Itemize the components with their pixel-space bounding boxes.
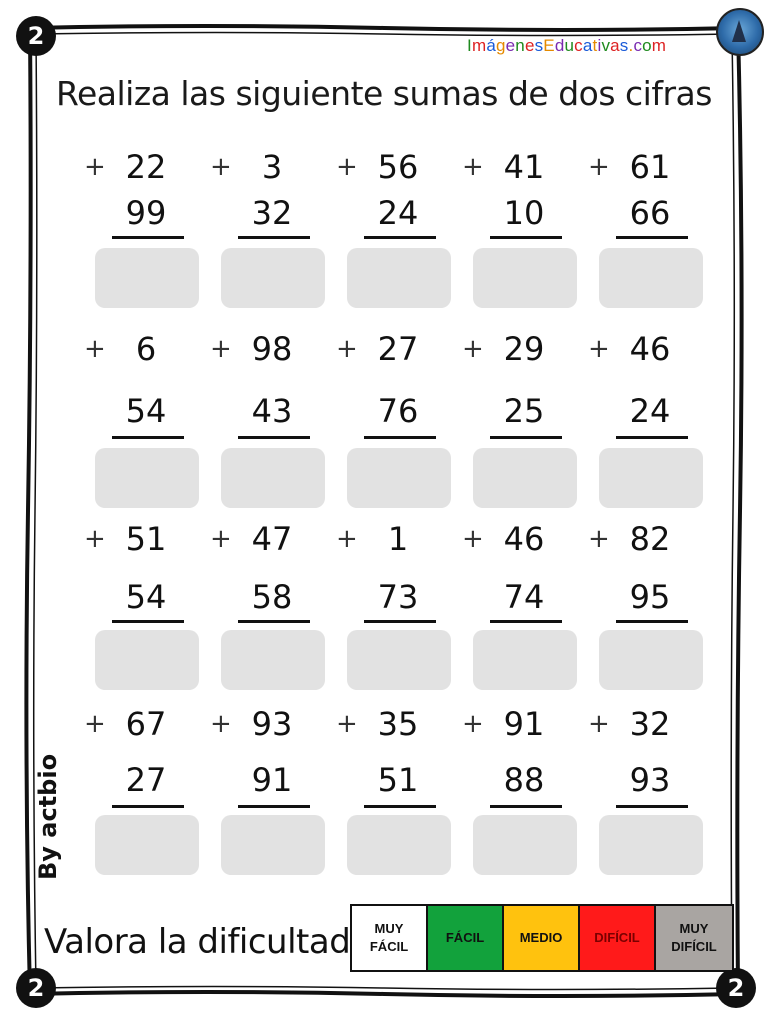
addition-problem xyxy=(84,330,216,500)
addend-top: 35 xyxy=(377,705,419,743)
plus-sign: + xyxy=(210,152,232,182)
answer-box[interactable] xyxy=(599,248,703,308)
answer-box[interactable] xyxy=(221,630,325,690)
brand-letter: s xyxy=(619,36,629,55)
brand-letter: n xyxy=(515,36,525,55)
sum-line xyxy=(112,436,184,439)
plus-sign: + xyxy=(84,152,106,182)
addition-problem xyxy=(588,520,720,690)
site-brand-logo xyxy=(467,36,666,56)
addition-problem xyxy=(588,705,720,875)
difficulty-option[interactable]: MUY FÁCIL xyxy=(352,906,428,970)
brand-letter: m xyxy=(651,36,667,55)
author-byline: By actbio xyxy=(34,753,62,880)
sum-line xyxy=(238,436,310,439)
sum-line xyxy=(112,805,184,808)
brand-letter: a xyxy=(610,36,620,55)
addend-top: 3 xyxy=(261,148,283,186)
addend-bottom: 66 xyxy=(629,194,671,232)
plus-sign: + xyxy=(462,152,484,182)
plus-sign: + xyxy=(588,152,610,182)
plus-sign: + xyxy=(84,524,106,554)
brand-letter: v xyxy=(601,36,611,55)
addend-top: 61 xyxy=(629,148,671,186)
sum-line xyxy=(112,620,184,623)
plus-sign: + xyxy=(336,334,358,364)
addition-problem xyxy=(462,148,594,318)
addend-top: 51 xyxy=(125,520,167,558)
plus-sign: + xyxy=(210,334,232,364)
addition-problem xyxy=(462,705,594,875)
answer-box[interactable] xyxy=(473,448,577,508)
sum-line xyxy=(364,236,436,239)
sum-line xyxy=(238,620,310,623)
difficulty-option[interactable]: FÁCIL xyxy=(428,906,504,970)
brand-letter: I xyxy=(467,36,472,55)
brand-letter: o xyxy=(642,36,652,55)
corner-mark-bottom-right: 2 xyxy=(716,968,756,1008)
addend-top: 47 xyxy=(251,520,293,558)
plus-sign: + xyxy=(336,524,358,554)
addend-bottom: 51 xyxy=(377,761,419,799)
addition-problem xyxy=(588,148,720,318)
page-title: Realiza las siguiente sumas de dos cifras xyxy=(56,74,712,113)
addend-top: 93 xyxy=(251,705,293,743)
brand-letter: . xyxy=(628,36,634,55)
brand-letter: g xyxy=(495,36,506,55)
plus-sign: + xyxy=(462,524,484,554)
sum-line xyxy=(364,805,436,808)
addition-problem xyxy=(336,148,468,318)
corner-mark-top-left: 2 xyxy=(16,16,56,56)
answer-box[interactable] xyxy=(599,630,703,690)
answer-box[interactable] xyxy=(347,630,451,690)
addend-bottom: 99 xyxy=(125,194,167,232)
sum-line xyxy=(490,805,562,808)
corner-mark-bottom-left: 2 xyxy=(16,968,56,1008)
sum-line xyxy=(490,236,562,239)
addend-bottom: 91 xyxy=(251,761,293,799)
sum-line xyxy=(616,236,688,239)
sum-line xyxy=(364,436,436,439)
addend-top: 98 xyxy=(251,330,293,368)
addition-problem xyxy=(462,330,594,500)
answer-box[interactable] xyxy=(347,815,451,875)
addend-bottom: 54 xyxy=(125,392,167,430)
sum-line xyxy=(616,620,688,623)
addend-top: 41 xyxy=(503,148,545,186)
addition-problem xyxy=(210,520,342,690)
addend-top: 22 xyxy=(125,148,167,186)
brand-letter: u xyxy=(564,36,575,55)
sum-line xyxy=(364,620,436,623)
addend-bottom: 24 xyxy=(377,194,419,232)
difficulty-option[interactable]: MEDIO xyxy=(504,906,580,970)
addition-problem xyxy=(336,520,468,690)
addition-problem xyxy=(210,705,342,875)
addition-problem xyxy=(336,705,468,875)
addend-bottom: 25 xyxy=(503,392,545,430)
answer-box[interactable] xyxy=(347,248,451,308)
brand-letter: E xyxy=(543,36,555,55)
answer-box[interactable] xyxy=(95,630,199,690)
author-logo-icon xyxy=(716,8,764,56)
plus-sign: + xyxy=(588,709,610,739)
brand-letter: e xyxy=(505,36,516,55)
addend-top: 46 xyxy=(629,330,671,368)
answer-box[interactable] xyxy=(347,448,451,508)
addend-bottom: 76 xyxy=(377,392,419,430)
sum-line xyxy=(238,236,310,239)
plus-sign: + xyxy=(588,334,610,364)
addend-top: 27 xyxy=(377,330,419,368)
brand-letter: m xyxy=(471,36,487,55)
answer-box[interactable] xyxy=(599,448,703,508)
addition-problem xyxy=(210,148,342,318)
addend-bottom: 27 xyxy=(125,761,167,799)
answer-box[interactable] xyxy=(473,630,577,690)
addend-bottom: 43 xyxy=(251,392,293,430)
addend-top: 67 xyxy=(125,705,167,743)
sum-line xyxy=(490,620,562,623)
addition-problem xyxy=(588,330,720,500)
answer-box[interactable] xyxy=(95,448,199,508)
addend-top: 91 xyxy=(503,705,545,743)
addition-problem xyxy=(84,520,216,690)
plus-sign: + xyxy=(462,709,484,739)
brand-letter: a xyxy=(582,36,593,55)
sum-line xyxy=(616,805,688,808)
plus-sign: + xyxy=(336,709,358,739)
answer-box[interactable] xyxy=(221,815,325,875)
addition-problem xyxy=(210,330,342,500)
addend-bottom: 24 xyxy=(629,392,671,430)
addend-top: 82 xyxy=(629,520,671,558)
answer-box[interactable] xyxy=(221,248,325,308)
brand-letter: c xyxy=(574,36,583,55)
sum-line xyxy=(112,236,184,239)
addend-bottom: 32 xyxy=(251,194,293,232)
plus-sign: + xyxy=(84,709,106,739)
brand-letter: á xyxy=(486,36,496,55)
addend-bottom: 74 xyxy=(503,578,545,616)
answer-box[interactable] xyxy=(95,815,199,875)
brand-letter: c xyxy=(633,36,643,55)
plus-sign: + xyxy=(462,334,484,364)
brand-letter: i xyxy=(597,36,602,55)
addend-bottom: 10 xyxy=(503,194,545,232)
addend-top: 1 xyxy=(387,520,409,558)
brand-letter: d xyxy=(554,36,565,55)
answer-box[interactable] xyxy=(473,815,577,875)
addition-problem xyxy=(84,148,216,318)
answer-box[interactable] xyxy=(95,248,199,308)
addend-top: 29 xyxy=(503,330,545,368)
plus-sign: + xyxy=(210,709,232,739)
brand-letter: t xyxy=(592,36,598,55)
addend-top: 46 xyxy=(503,520,545,558)
difficulty-option[interactable]: DIFÍCIL xyxy=(580,906,656,970)
addend-bottom: 58 xyxy=(251,578,293,616)
addition-problem xyxy=(462,520,594,690)
answer-box[interactable] xyxy=(473,248,577,308)
addend-top: 56 xyxy=(377,148,419,186)
plus-sign: + xyxy=(84,334,106,364)
sum-line xyxy=(238,805,310,808)
addition-problem xyxy=(84,705,216,875)
addition-problem xyxy=(336,330,468,500)
difficulty-option[interactable]: MUY DIFÍCIL xyxy=(656,906,732,970)
addend-bottom: 54 xyxy=(125,578,167,616)
plus-sign: + xyxy=(588,524,610,554)
addend-bottom: 88 xyxy=(503,761,545,799)
addend-bottom: 93 xyxy=(629,761,671,799)
addend-top: 32 xyxy=(629,705,671,743)
sum-line xyxy=(490,436,562,439)
difficulty-label: Valora la dificultad xyxy=(44,922,351,962)
plus-sign: + xyxy=(336,152,358,182)
plus-sign: + xyxy=(210,524,232,554)
addend-top: 6 xyxy=(135,330,157,368)
addend-bottom: 73 xyxy=(377,578,419,616)
addend-bottom: 95 xyxy=(629,578,671,616)
sum-line xyxy=(616,436,688,439)
difficulty-rating-scale xyxy=(350,904,734,972)
brand-letter: s xyxy=(534,36,544,55)
brand-letter: e xyxy=(524,36,535,55)
answer-box[interactable] xyxy=(599,815,703,875)
answer-box[interactable] xyxy=(221,448,325,508)
